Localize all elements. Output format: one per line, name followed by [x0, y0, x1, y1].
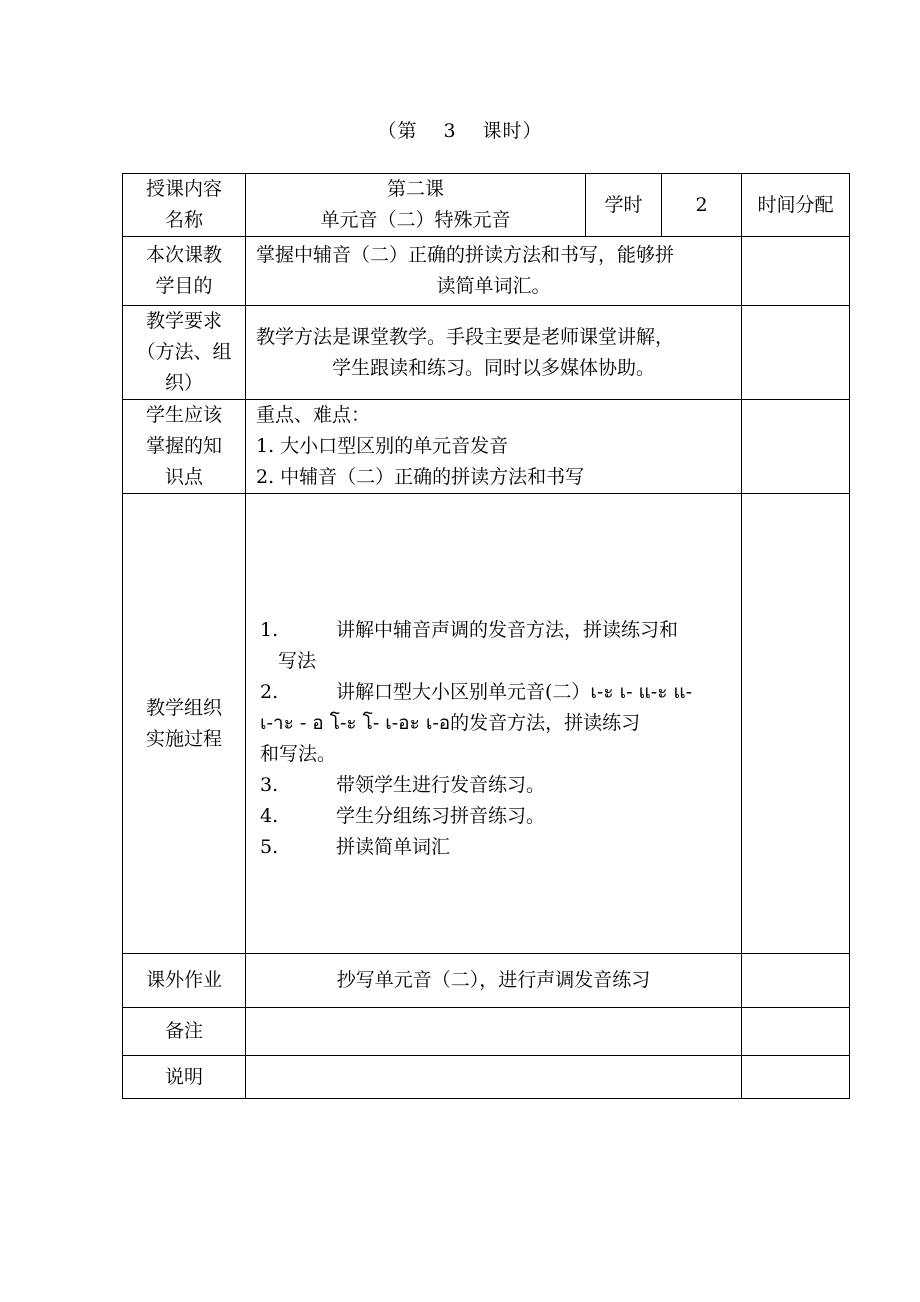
knowledge-points-text: 重点、难点： 1. 大小口型区别的单元音发音 2. 中辅音（二）正确的拼读方法和书写	[246, 400, 742, 494]
knowledge-points-label: 学生应该 掌握的知 识点	[123, 400, 246, 494]
teaching-goal-text: 掌握中辅音（二）正确的拼读方法和书写，能够拼 读简单词汇。	[246, 237, 742, 306]
lesson-plan-table	[122, 173, 850, 1099]
row-teaching-goal	[123, 237, 850, 306]
title-close: 课时）	[482, 120, 543, 142]
row-teaching-requirement	[123, 306, 850, 400]
list-item: 4. 学生分组练习拼音练习。	[260, 804, 546, 827]
teaching-process-time	[742, 494, 850, 954]
hours-label: 学时	[586, 174, 662, 237]
homework-label: 课外作业	[123, 954, 246, 1008]
list-item: 3. 带领学生进行发音练习。	[260, 773, 546, 796]
row-teaching-process	[123, 494, 850, 954]
homework-time	[742, 954, 850, 1008]
notes-value	[246, 1056, 742, 1099]
teaching-process-label: 教学组织 实施过程	[123, 494, 246, 954]
title-number: 3	[443, 120, 457, 142]
teaching-goal-label: 本次课教 学目的	[123, 237, 246, 306]
hours-value: 2	[662, 174, 742, 237]
teaching-requirement-time	[742, 306, 850, 400]
remarks-value	[246, 1008, 742, 1056]
teaching-process-list	[246, 494, 742, 954]
list-item: 2. 讲解口型大小区别单元音(二）เ-ะ เ- แ-ะ แ- เ-าะ - อ โ-ะ โ- เ-อะ เ-อ的发音方法，拼读练习 和写法。	[260, 680, 693, 765]
row-remarks	[123, 1008, 850, 1056]
notes-label: 说明	[123, 1056, 246, 1099]
homework-text: 抄写单元音（二），进行声调发音练习	[246, 954, 742, 1008]
row-knowledge-points	[123, 400, 850, 494]
notes-time	[742, 1056, 850, 1099]
teaching-requirement-text: 教学方法是课堂教学。手段主要是老师课堂讲解， 学生跟读和练习。同时以多媒体协助。	[246, 306, 742, 400]
teaching-goal-time	[742, 237, 850, 306]
row-homework	[123, 954, 850, 1008]
course-name-label: 授课内容 名称	[123, 174, 246, 237]
lesson-hour-title	[0, 116, 920, 143]
row-notes	[123, 1056, 850, 1099]
row-course-name	[123, 174, 850, 237]
title-open: （第	[377, 120, 418, 142]
time-allocation-label: 时间分配	[742, 174, 850, 237]
list-item: 5. 拼读简单词汇	[260, 835, 451, 858]
course-name-value: 第二课 单元音（二）特殊元音	[246, 174, 586, 237]
list-item: 1. 讲解中辅音声调的发音方法，拼读练习和 写法	[260, 618, 679, 672]
remarks-time	[742, 1008, 850, 1056]
teaching-requirement-label: 教学要求 （方法、组 织）	[123, 306, 246, 400]
remarks-label: 备注	[123, 1008, 246, 1056]
knowledge-points-time	[742, 400, 850, 494]
